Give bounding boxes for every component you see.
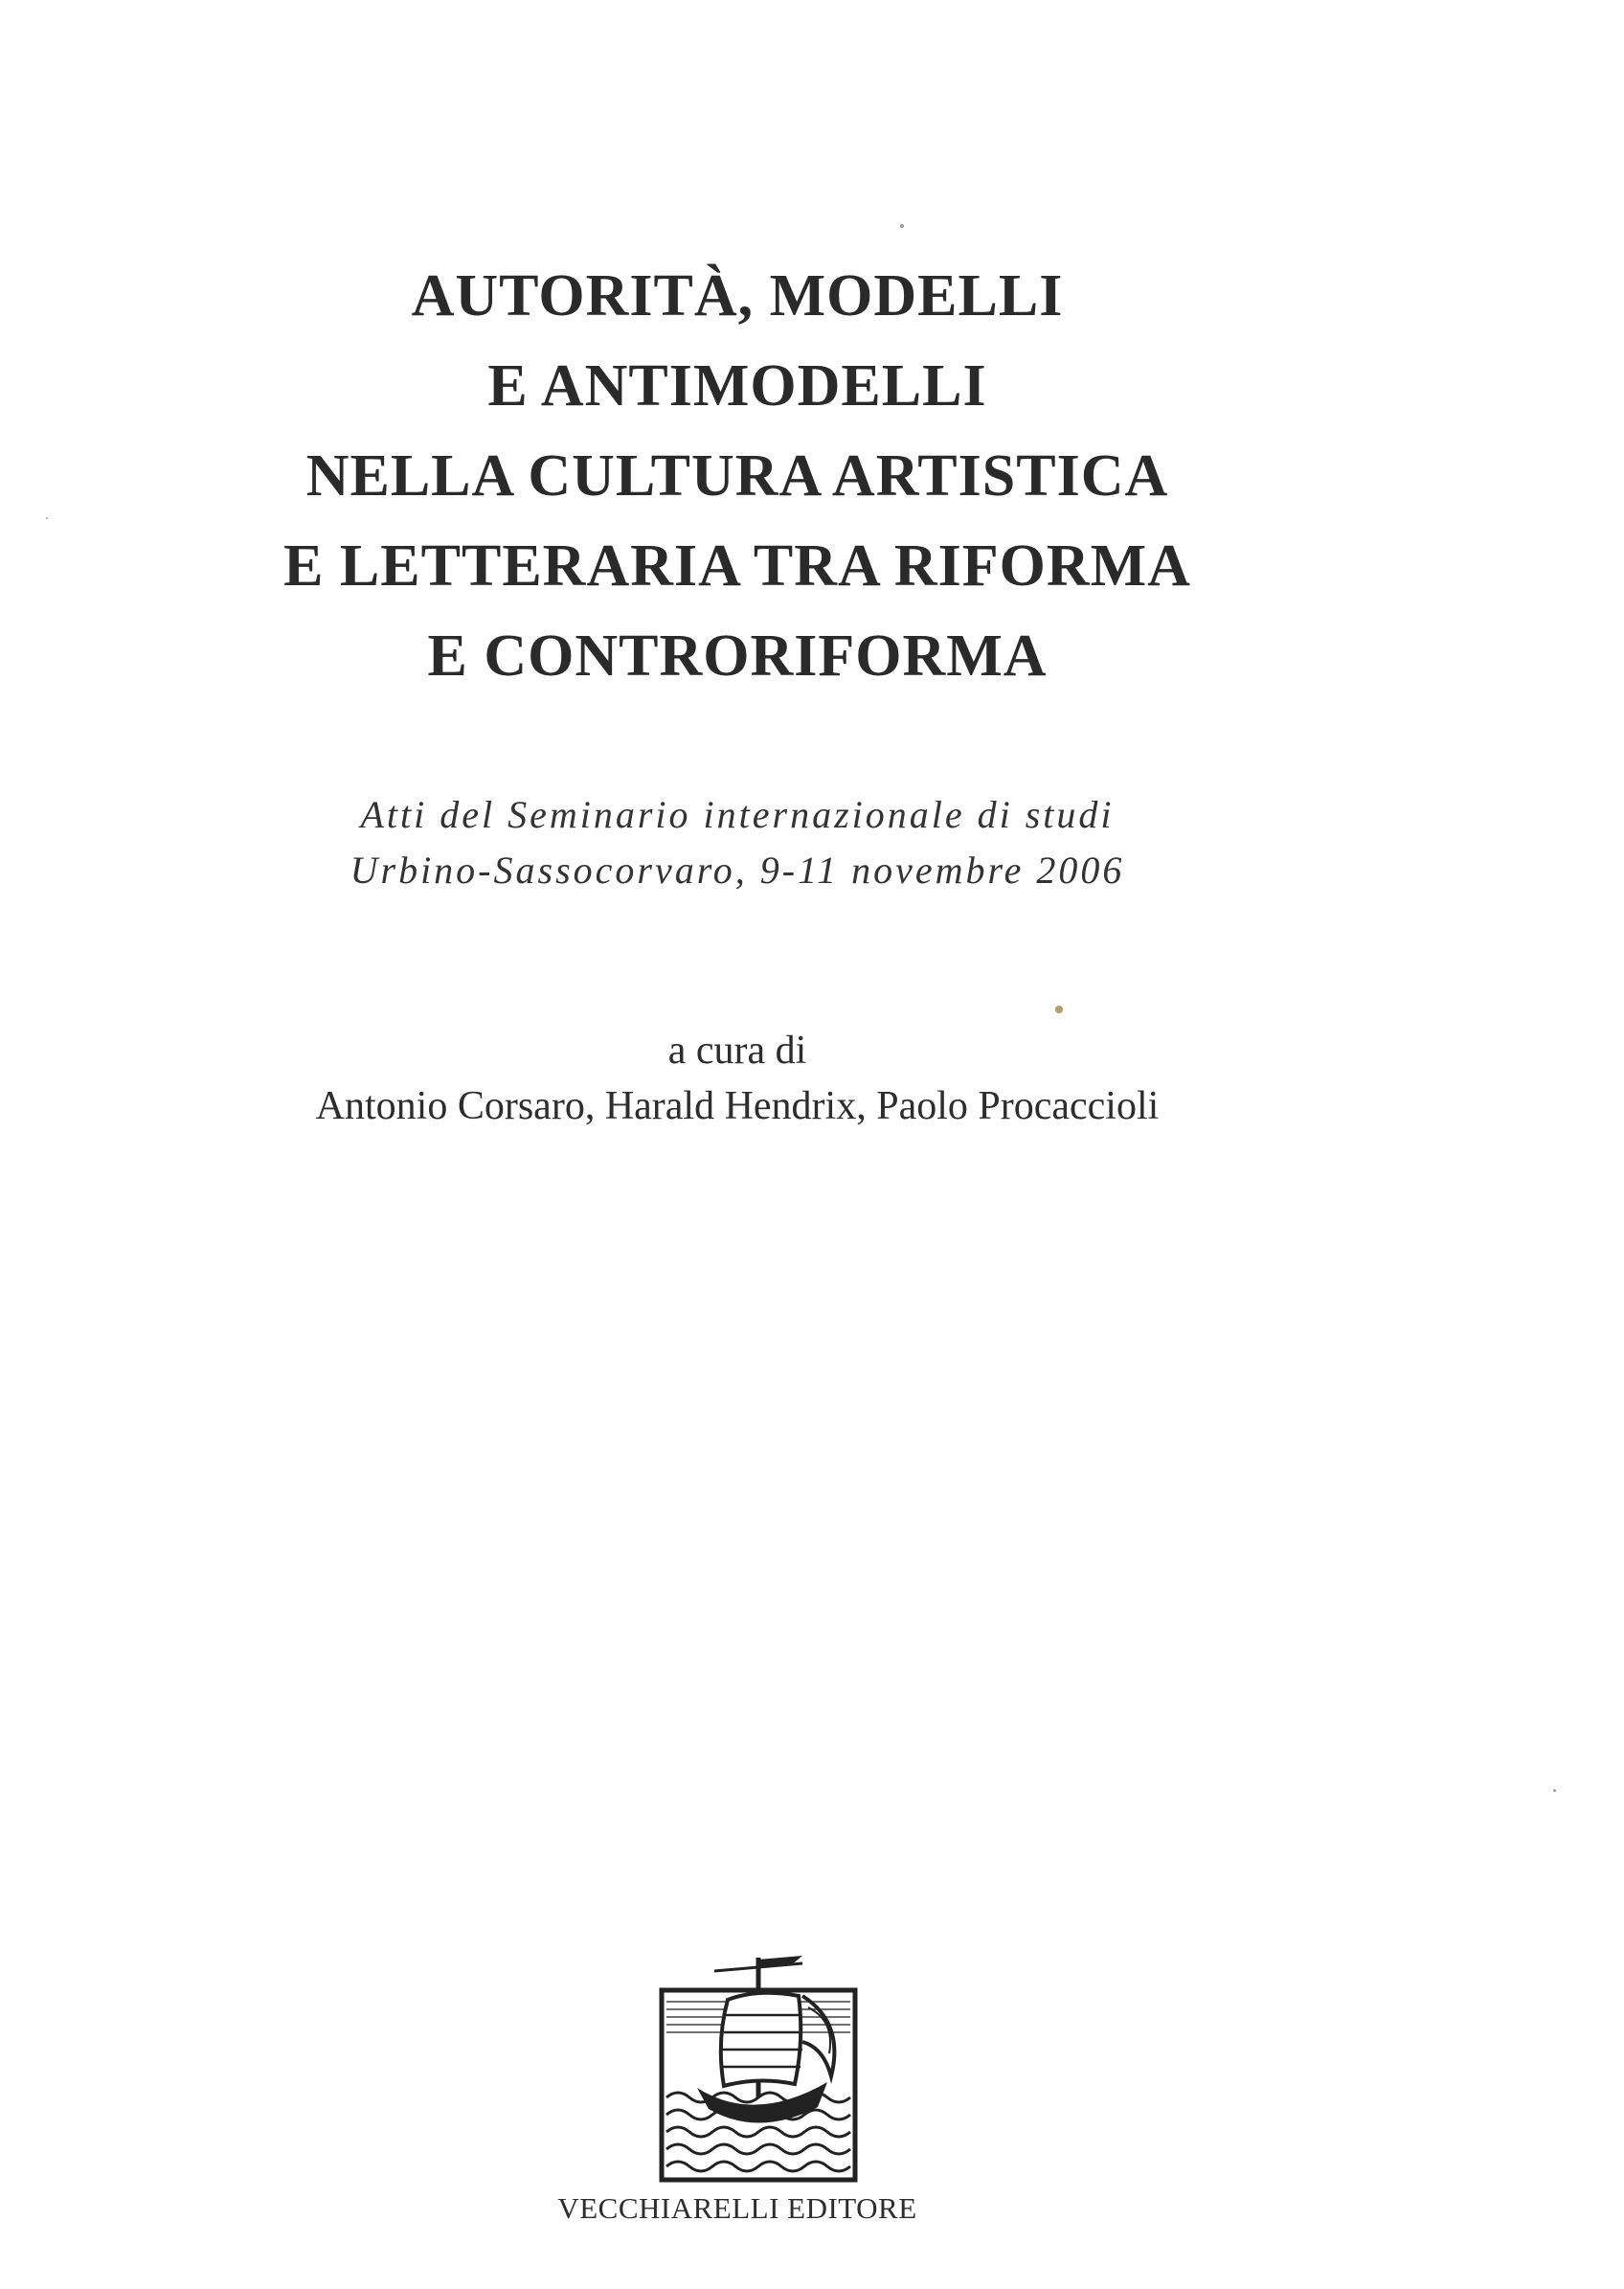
scan-speck: [1553, 1789, 1556, 1792]
title-line: NELLA CULTURA ARTISTICA: [305, 443, 1169, 509]
scan-speck: [46, 517, 48, 519]
subtitle-line: Urbino-Sassocorvaro, 9-11 novembre 2006: [350, 849, 1125, 892]
editors-block: [0, 1023, 1475, 1134]
publisher-name: VECCHIARELLI EDITORE: [557, 2191, 917, 2225]
scan-speck: [1055, 1006, 1063, 1013]
title-line: E LETTERARIA TRA RIFORMA: [283, 533, 1191, 599]
title-line: E ANTIMODELLI: [487, 353, 987, 419]
subtitle-line: Atti del Seminario internazionale di studi: [360, 793, 1115, 836]
title-line: AUTORITÀ, MODELLI: [411, 263, 1064, 329]
editors-caption: a cura di: [667, 1029, 807, 1073]
title-line: E CONTRORIFORMA: [427, 623, 1048, 689]
scan-speck: [900, 224, 904, 228]
ship-emblem-icon: [659, 1954, 858, 2186]
editors-names: Antonio Corsaro, Harald Hendrix, Paolo Procaccioli: [315, 1084, 1160, 1128]
book-subtitle: [0, 787, 1475, 898]
book-title: [0, 251, 1475, 701]
